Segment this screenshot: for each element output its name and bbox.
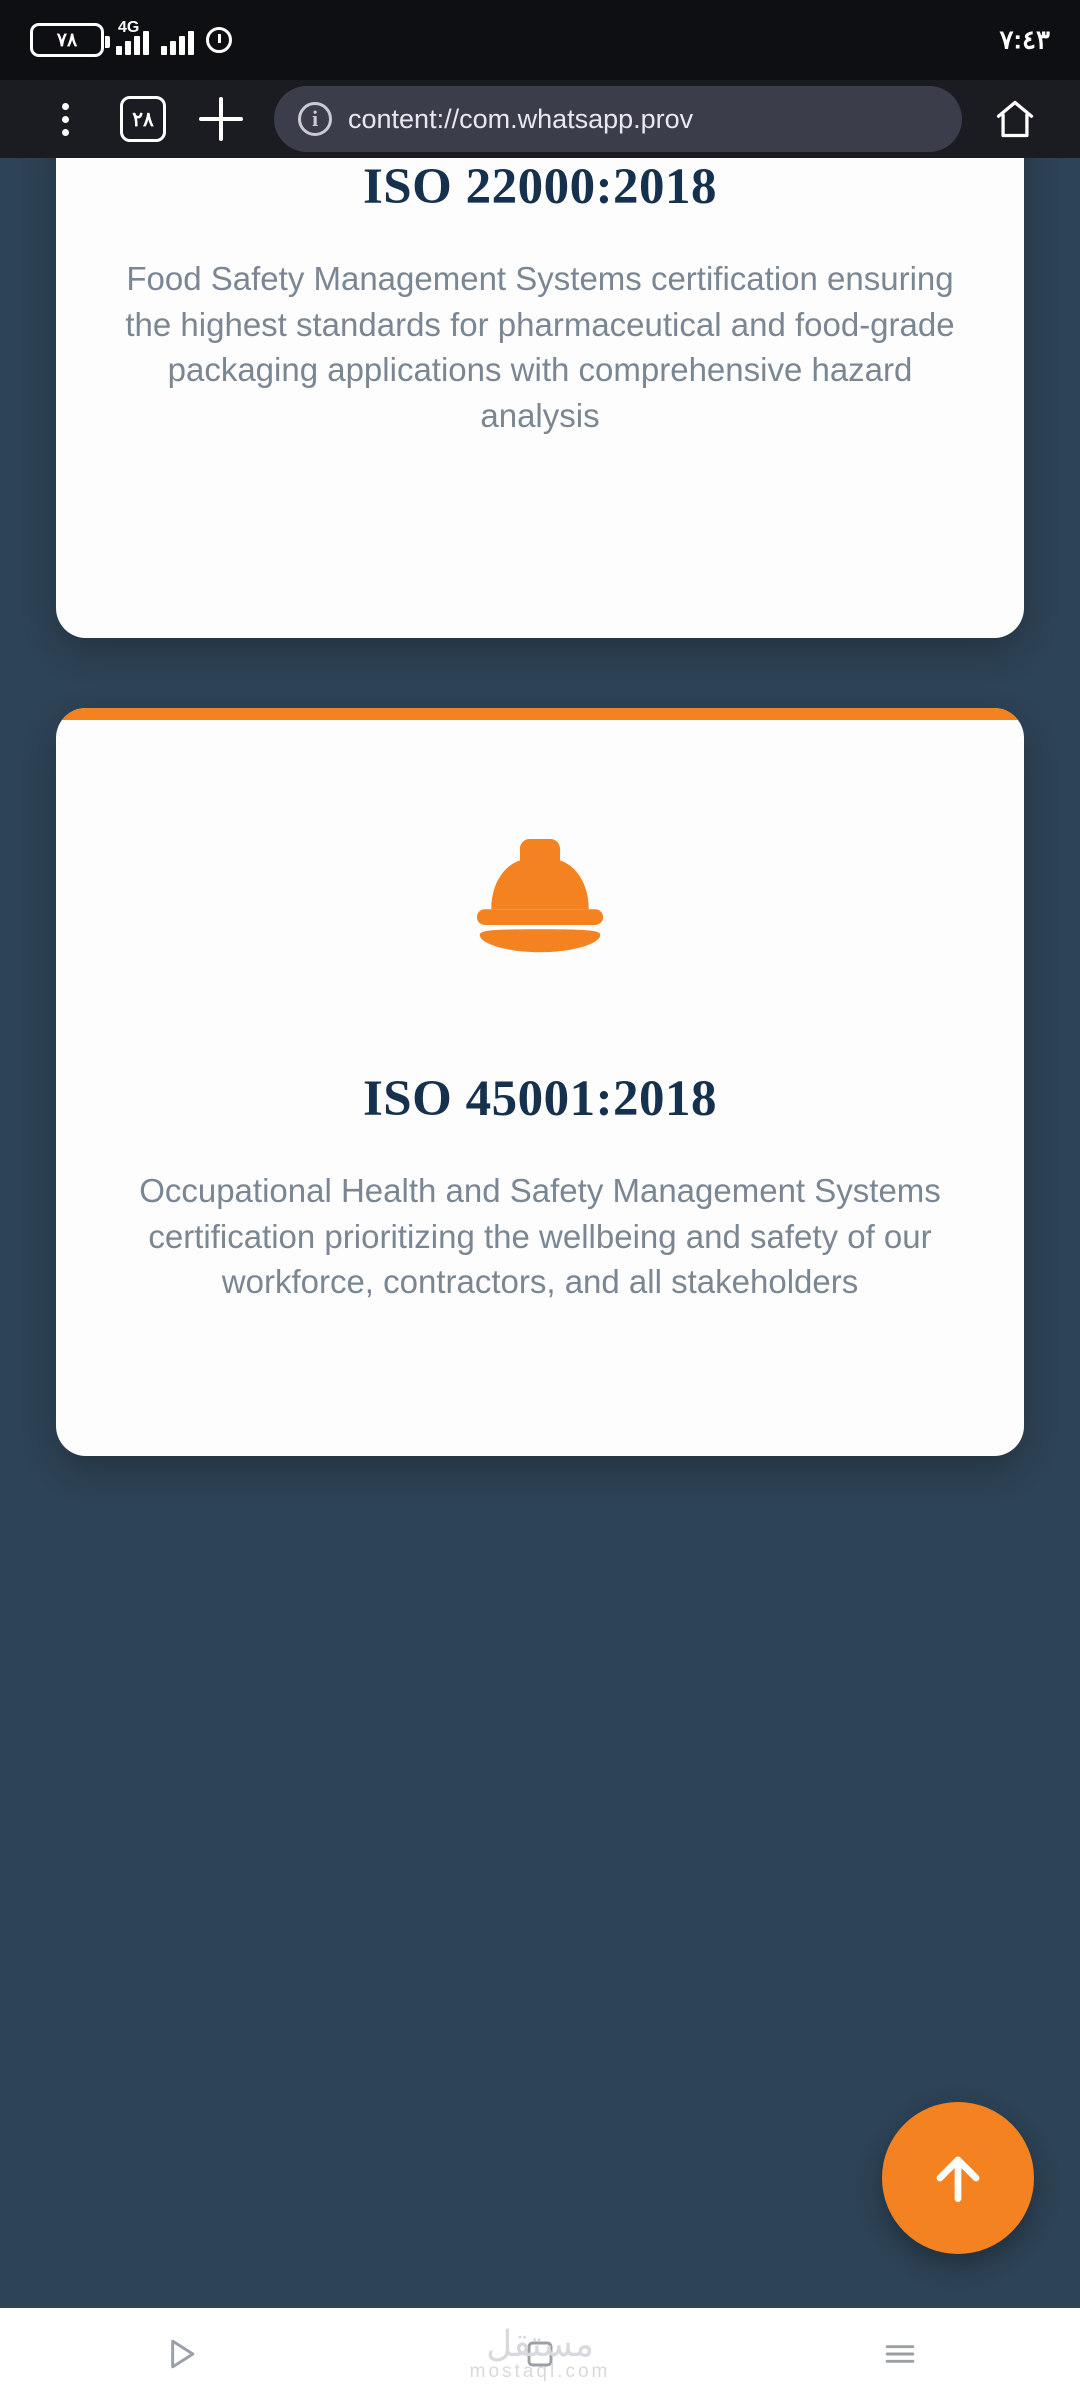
alarm-icon bbox=[206, 27, 232, 53]
tab-count-button[interactable] bbox=[104, 80, 182, 158]
scroll-to-top-button[interactable] bbox=[882, 2102, 1034, 2254]
hard-hat-icon-glyph bbox=[454, 826, 626, 958]
status-bar bbox=[0, 0, 1080, 80]
network-type-label: 4G bbox=[118, 19, 140, 36]
status-clock: ٧:٤٣ bbox=[999, 24, 1050, 55]
signal-bars-secondary-icon bbox=[161, 25, 194, 55]
card-description: Food Safety Management Systems certification ensuring the highest standards for pharmaceutical and food-grade packaging applications with comprehensive hazard analysis bbox=[125, 260, 955, 434]
address-bar[interactable] bbox=[274, 86, 962, 152]
arrow-up-icon bbox=[927, 2147, 989, 2209]
url-text[interactable]: content://com.whatsapp.prov bbox=[348, 103, 694, 134]
card-title: ISO 22000:2018 bbox=[362, 159, 718, 215]
triangle-back-icon-glyph bbox=[158, 2332, 202, 2376]
home-icon-glyph bbox=[993, 97, 1037, 141]
card-title: ISO 45001:2018 bbox=[362, 1071, 718, 1127]
certification-card-iso45001[interactable] bbox=[56, 708, 1024, 1456]
browser-toolbar bbox=[0, 80, 1080, 158]
battery-icon bbox=[30, 23, 104, 57]
hard-hat-icon bbox=[104, 708, 976, 1070]
watermark-arabic: مستقل bbox=[486, 2322, 594, 2364]
square-home-icon-glyph bbox=[518, 2332, 562, 2376]
hamburger-recents-icon[interactable] bbox=[878, 2332, 922, 2376]
watermark-latin: mostaql.com bbox=[469, 2360, 611, 2382]
plus-icon[interactable] bbox=[182, 80, 260, 158]
square-home-icon[interactable] bbox=[518, 2332, 562, 2376]
more-vertical-icon[interactable] bbox=[26, 80, 104, 158]
hamburger-recents-icon-glyph bbox=[878, 2332, 922, 2376]
info-circle-icon[interactable]: i bbox=[298, 102, 332, 136]
home-icon[interactable] bbox=[976, 80, 1054, 158]
card-description: Occupational Health and Safety Management Systems certification prioritizing the wellbeing and safety of our workforce, contractors, and all stakeholders bbox=[139, 1172, 941, 1301]
status-bar-left bbox=[30, 19, 232, 57]
tab-count-label: ٢٨ bbox=[120, 96, 166, 142]
certification-card-iso22000[interactable] bbox=[56, 158, 1024, 638]
triangle-back-icon[interactable] bbox=[158, 2332, 202, 2376]
signal-bars-icon bbox=[116, 19, 149, 55]
battery-percent-label: ٧٨ bbox=[56, 29, 78, 51]
web-content bbox=[0, 158, 1080, 2308]
system-navigation-bar bbox=[0, 2308, 1080, 2400]
